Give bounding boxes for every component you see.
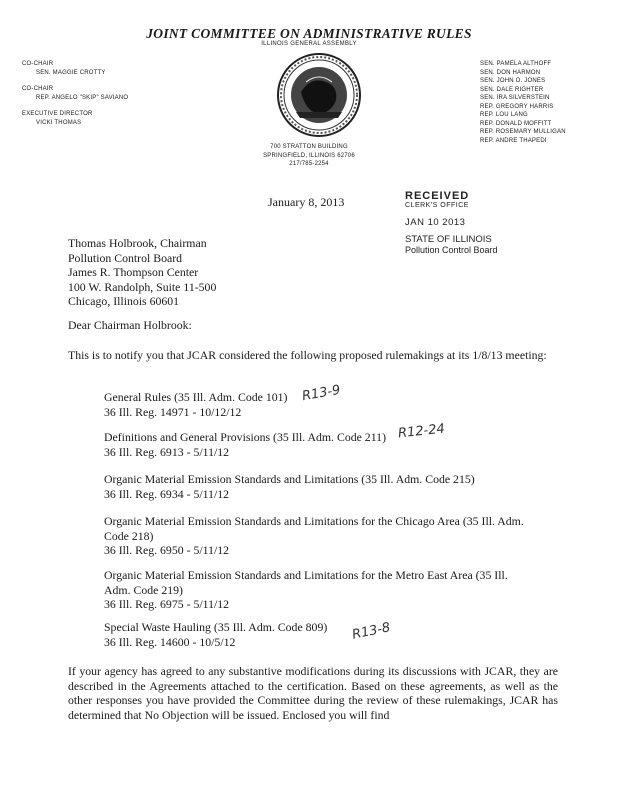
- rulemaking-title: Organic Material Emission Standards and Limitations (35 Ill. Adm. Code 215): [104, 472, 475, 486]
- rulemaking-item: [104, 472, 524, 501]
- roster-role: CO-CHAIR: [22, 86, 54, 92]
- rulemaking-ref: 36 Ill. Reg. 14600 - 10/5/12: [104, 634, 236, 649]
- stamp-received: RECEIVED: [405, 190, 470, 202]
- roster-member: SEN. IRA SILVERSTEIN: [480, 95, 550, 101]
- address-line: 700 STRATTON BUILDING: [270, 144, 348, 150]
- roster-name: SEN. MAGGIE CROTTY: [36, 69, 106, 76]
- recipient-line: Chicago, Illinois 60601: [68, 294, 180, 308]
- right-roster: [480, 60, 615, 145]
- address-line: 217/785-2254: [289, 161, 329, 167]
- stamp-board: Pollution Control Board: [405, 245, 498, 255]
- roster-member: REP. DONALD MOFFITT: [480, 120, 552, 127]
- letterhead-title: JOINT COMMITTEE ON ADMINISTRATIVE RULES: [146, 26, 472, 41]
- rulemaking-item: [104, 514, 524, 558]
- stamp-office: CLERK'S OFFICE: [405, 202, 469, 209]
- roster-name: VICKI THOMAS: [36, 119, 82, 126]
- roster-role: EXECUTIVE DIRECTOR: [22, 111, 93, 117]
- rulemaking-title: Organic Material Emission Standards and Limitations for the Metro East Area (35 Ill. Adm. Code 219): [104, 568, 508, 597]
- address-line: SPRINGFIELD, ILLINOIS 62706: [263, 152, 355, 159]
- rulemaking-item: [104, 620, 524, 649]
- received-stamp: [405, 190, 525, 255]
- rulemaking-item: [104, 430, 524, 459]
- rulemaking-title: Organic Material Emission Standards and Limitations for the Chicago Area (35 Ill. Adm. Code 218): [104, 514, 524, 543]
- stamp-state: STATE OF ILLINOIS: [405, 234, 492, 245]
- roster-member: REP. ROSEMARY MULLIGAN: [480, 129, 566, 135]
- closing-paragraph: If your agency has agreed to any substantive modifications during its discussions with JCAR, they are described in the Agreements attached to the certification. Based on these agreements, as well as the other responses you have provided the Committee during the review of these rulemakings, JCAR has determined that No Objection will be issued. Enclosed you will find: [68, 664, 558, 722]
- rulemaking-ref: 36 Ill. Reg. 6950 - 5/11/12: [104, 543, 230, 557]
- recipient-line: Pollution Control Board: [68, 250, 183, 265]
- roster-member: REP. ANDRE THAPEDI: [480, 137, 547, 144]
- roster-member: SEN. JOHN O. JONES: [480, 78, 546, 84]
- recipient-block: [68, 236, 216, 309]
- left-roster: [22, 60, 192, 127]
- salutation: Dear Chairman Holbrook:: [68, 318, 192, 332]
- letterhead-subtitle: ILLINOIS GENERAL ASSEMBLY: [261, 41, 357, 47]
- roster-member: SEN. PAMELA ALTHOFF: [480, 61, 552, 67]
- roster-name: REP. ANGELO "SKIP" SAVIANO: [36, 94, 129, 101]
- rulemaking-item: [104, 568, 524, 612]
- roster-member: SEN. DALE RIGHTER: [480, 86, 544, 93]
- rulemaking-ref: 36 Ill. Reg. 6975 - 5/11/12: [104, 597, 230, 611]
- handwritten-note: R13-8: [350, 620, 392, 643]
- committee-address: [0, 143, 618, 169]
- rulemaking-ref: 36 Ill. Reg. 14971 - 10/12/12: [104, 404, 242, 419]
- stamp-date: JAN 10 2013: [405, 217, 466, 228]
- roster-role: CO-CHAIR: [22, 61, 54, 67]
- handwritten-note: R12-24: [397, 421, 446, 442]
- intro-paragraph: This is to notify you that JCAR considered the following proposed rulemakings at its 1/8/13 meeting:: [68, 348, 547, 362]
- rulemaking-ref: 36 Ill. Reg. 6934 - 5/11/12: [104, 486, 230, 501]
- roster-member: SEN. DON HARMON: [480, 69, 541, 76]
- letter-date: January 8, 2013: [268, 195, 345, 209]
- rulemaking-ref: 36 Ill. Reg. 6913 - 5/11/12: [104, 444, 230, 459]
- roster-member: REP. GREGORY HARRIS: [480, 103, 554, 110]
- recipient-line: Thomas Holbrook, Chairman: [68, 236, 207, 250]
- rulemaking-title: General Rules (35 Ill. Adm. Code 101): [104, 390, 288, 404]
- rulemaking-title: Special Waste Hauling (35 Ill. Adm. Code 809): [104, 620, 328, 634]
- handwritten-note: R13-9: [300, 382, 342, 405]
- recipient-line: James R. Thompson Center: [68, 265, 199, 279]
- recipient-line: 100 W. Randolph, Suite 11-500: [68, 279, 217, 294]
- roster-member: REP. LOU LANG: [480, 112, 528, 118]
- rulemaking-title: Definitions and General Provisions (35 Ill. Adm. Code 211): [104, 430, 386, 444]
- state-seal-image: [276, 52, 362, 138]
